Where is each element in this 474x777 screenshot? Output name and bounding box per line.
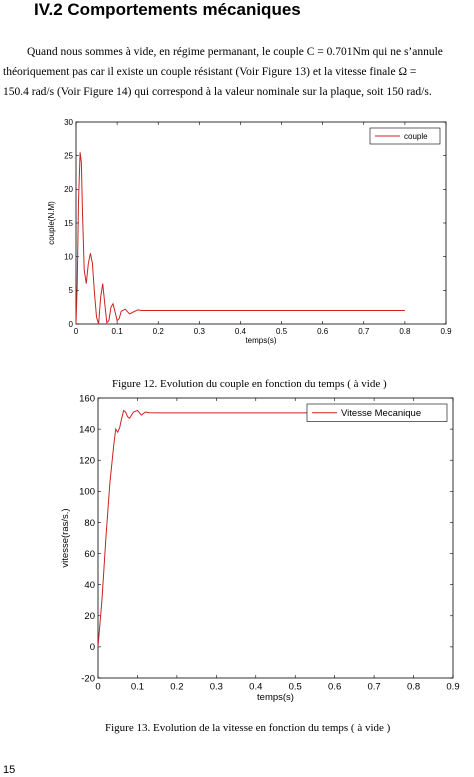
y-tick-label: 20: [64, 185, 73, 195]
y-tick-label: 0: [89, 642, 95, 654]
figure-13-caption: Figure 13. Evolution de la vitesse en fonction du temps ( à vide ): [105, 722, 391, 734]
legend-label: couple: [404, 131, 428, 141]
x-tick-label: 0.1: [130, 681, 145, 693]
y-tick-label: 120: [79, 455, 95, 467]
legend: [307, 404, 447, 422]
x-tick-label: 0.6: [328, 681, 342, 693]
x-tick-label: 0.9: [446, 681, 460, 693]
y-tick-label: 5: [68, 286, 73, 296]
x-tick-label: 0.3: [209, 681, 223, 693]
figure-12-chart: [40, 115, 460, 373]
x-tick-label: 0.4: [234, 327, 247, 336]
figure-12-caption: Figure 12. Evolution du couple en fonction du temps ( à vide ): [112, 378, 387, 390]
y-tick-label: 60: [84, 548, 95, 560]
plot-frame: [98, 398, 453, 678]
x-axis-label: temps(s): [245, 336, 277, 345]
x-tick-label: 0: [95, 681, 101, 693]
y-tick-label: 100: [79, 486, 95, 498]
y-tick-label: 20: [84, 611, 95, 623]
x-tick-label: 0.7: [358, 327, 370, 336]
x-tick-label: 0.3: [193, 327, 205, 336]
x-tick-label: 0.8: [399, 327, 411, 336]
paragraph-line-3: 150.4 rad/s (Voir Figure 14) qui correspond à la valeur nominale sur la plaque, soit 150 rad/s.: [3, 86, 432, 98]
plot-frame: [76, 122, 446, 324]
y-tick-label: 40: [84, 579, 95, 591]
paragraph-line-1: Quand nous sommes à vide, en régime permanant, le couple C = 0.701Nm qui ne s’annule: [27, 46, 443, 58]
y-tick-label: 80: [84, 517, 95, 529]
x-tick-label: 0.2: [170, 681, 184, 693]
y-tick-label: 30: [64, 117, 73, 127]
x-tick-label: 0.2: [152, 327, 164, 336]
y-tick-label: 140: [79, 424, 95, 436]
x-tick-label: 0.5: [275, 327, 288, 336]
figure-13-chart: [55, 388, 467, 706]
x-axis-label: temps(s): [257, 692, 294, 703]
y-tick-label: 15: [64, 218, 73, 228]
x-tick-label: 0.7: [367, 681, 381, 693]
x-tick-label: 0.4: [249, 681, 263, 693]
y-tick-label: 10: [64, 252, 73, 262]
y-axis-label: couple(N.M): [47, 201, 56, 245]
y-tick-label: 0: [68, 319, 73, 329]
x-tick-label: 0: [73, 327, 79, 336]
legend: [370, 128, 440, 144]
y-tick-label: -20: [81, 673, 95, 685]
x-tick-label: 0.9: [440, 327, 452, 336]
section-heading: IV.2 Comportements mécaniques: [34, 0, 301, 19]
x-tick-label: 0.5: [288, 681, 302, 693]
paragraph-line-2: théoriquement pas car il existe un couple résistant (Voir Figure 13) et la vitesse finale Ω =: [3, 66, 417, 78]
y-tick-label: 160: [79, 393, 95, 405]
x-tick-label: 0.8: [406, 681, 421, 693]
x-tick-label: 0.1: [111, 327, 123, 336]
page-number: 15: [3, 764, 16, 776]
x-tick-label: 0.6: [317, 327, 329, 336]
legend-label: Vitesse Mecanique: [341, 408, 422, 420]
y-tick-label: 25: [64, 151, 73, 161]
y-axis-label: vitesse(ras/s.): [60, 508, 71, 568]
body-paragraph: [3, 42, 473, 102]
